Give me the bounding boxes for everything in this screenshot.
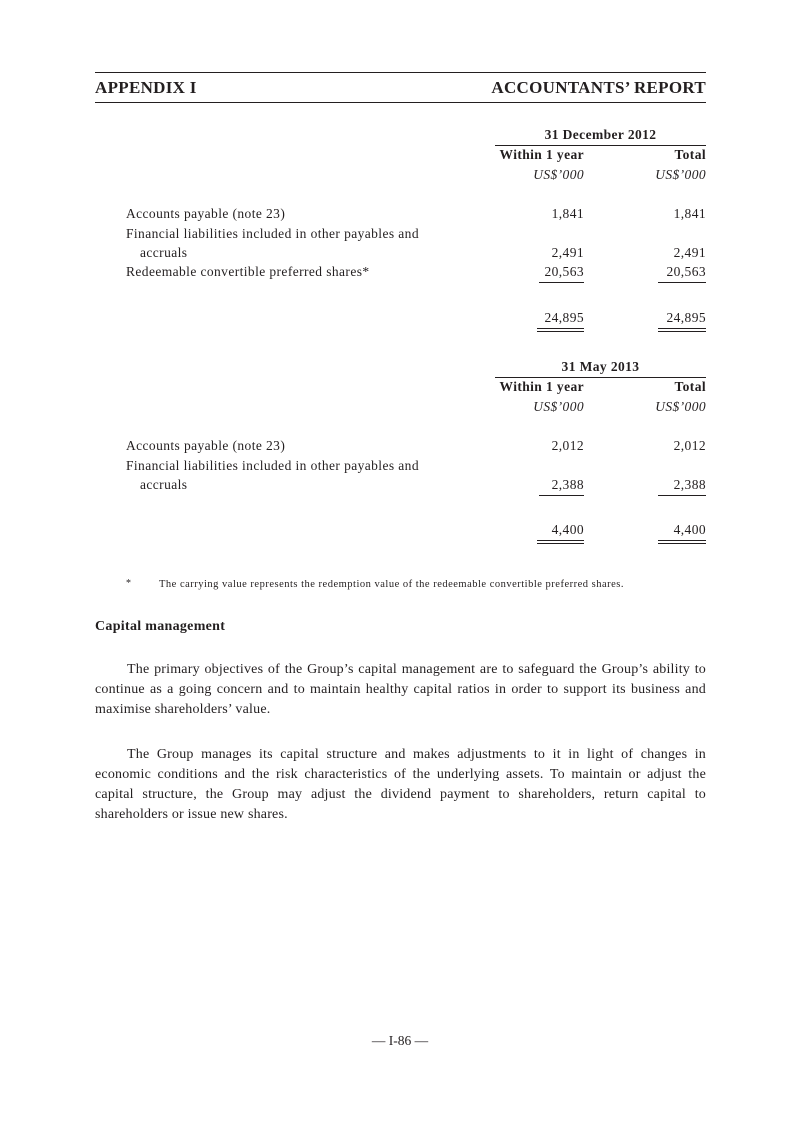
- appendix-label: APPENDIX I: [95, 78, 197, 97]
- column-header-total: Total: [674, 379, 706, 394]
- row-value: 2,388: [673, 477, 706, 492]
- row-label-continued: accruals: [140, 245, 188, 260]
- header-bottom-rule: [95, 102, 706, 103]
- section-heading: Capital management: [95, 619, 226, 634]
- period-heading: 31 May 2013: [561, 359, 640, 374]
- row-label: Financial liabilities included in other payables and: [126, 458, 419, 473]
- period-underline: [495, 145, 706, 146]
- row-label: Redeemable convertible preferred shares*: [126, 264, 370, 279]
- column-header-total: Total: [674, 147, 706, 162]
- row-value: 2,388: [551, 477, 584, 492]
- row-label-continued: accruals: [140, 477, 188, 492]
- unit-label: US$’000: [533, 167, 584, 182]
- unit-label: US$’000: [655, 399, 706, 414]
- period-heading: 31 December 2012: [544, 127, 657, 142]
- row-label: Accounts payable (note 23): [126, 438, 286, 453]
- row-value: 20,563: [544, 264, 584, 279]
- row-value: 2,491: [673, 245, 706, 260]
- row-value: 20,563: [666, 264, 706, 279]
- paragraph-text: The primary objectives of the Group’s capital management are to safeguard the Group’s ability to continue as a going concern and to maintain healthy capital ratios in order to support its business and maximise shareholders’ value.: [95, 662, 706, 717]
- page-number: — I-86 —: [371, 1033, 429, 1048]
- subtotal-rule: [658, 282, 706, 283]
- unit-label: US$’000: [533, 399, 584, 414]
- row-label: Financial liabilities included in other payables and: [126, 226, 419, 241]
- total-value: 4,400: [673, 522, 706, 537]
- column-header-within-1-year: Within 1 year: [499, 379, 584, 394]
- paragraph-text: The Group manages its capital structure and makes adjustments to it in light of changes in economic conditions and the risk characteristics of the underlying assets. To maintain or adjust the capital structure, the Group may adjust the dividend payment to shareholders, return capital to shareholders or issue new shares.: [95, 747, 706, 822]
- header-top-rule: [95, 72, 706, 73]
- total-value: 24,895: [544, 310, 584, 325]
- footnote-marker: *: [126, 578, 131, 589]
- total-value: 4,400: [551, 522, 584, 537]
- row-value: 2,012: [673, 438, 706, 453]
- total-double-rule: [658, 328, 706, 332]
- row-value: 1,841: [551, 206, 584, 221]
- report-title: ACCOUNTANTS’ REPORT: [491, 78, 706, 97]
- total-double-rule: [537, 328, 584, 332]
- row-value: 1,841: [673, 206, 706, 221]
- subtotal-rule: [539, 282, 584, 283]
- total-double-rule: [658, 540, 706, 544]
- body-paragraph: [95, 745, 706, 825]
- row-label: Accounts payable (note 23): [126, 206, 286, 221]
- row-value: 2,491: [551, 245, 584, 260]
- body-paragraph: [95, 660, 706, 720]
- period-underline: [495, 377, 706, 378]
- unit-label: US$’000: [655, 167, 706, 182]
- column-header-within-1-year: Within 1 year: [499, 147, 584, 162]
- row-value: 2,012: [551, 438, 584, 453]
- total-double-rule: [537, 540, 584, 544]
- total-value: 24,895: [666, 310, 706, 325]
- subtotal-rule: [658, 495, 706, 496]
- footnote-text: The carrying value represents the redemption value of the redeemable convertible preferred shares.: [159, 579, 625, 590]
- subtotal-rule: [539, 495, 584, 496]
